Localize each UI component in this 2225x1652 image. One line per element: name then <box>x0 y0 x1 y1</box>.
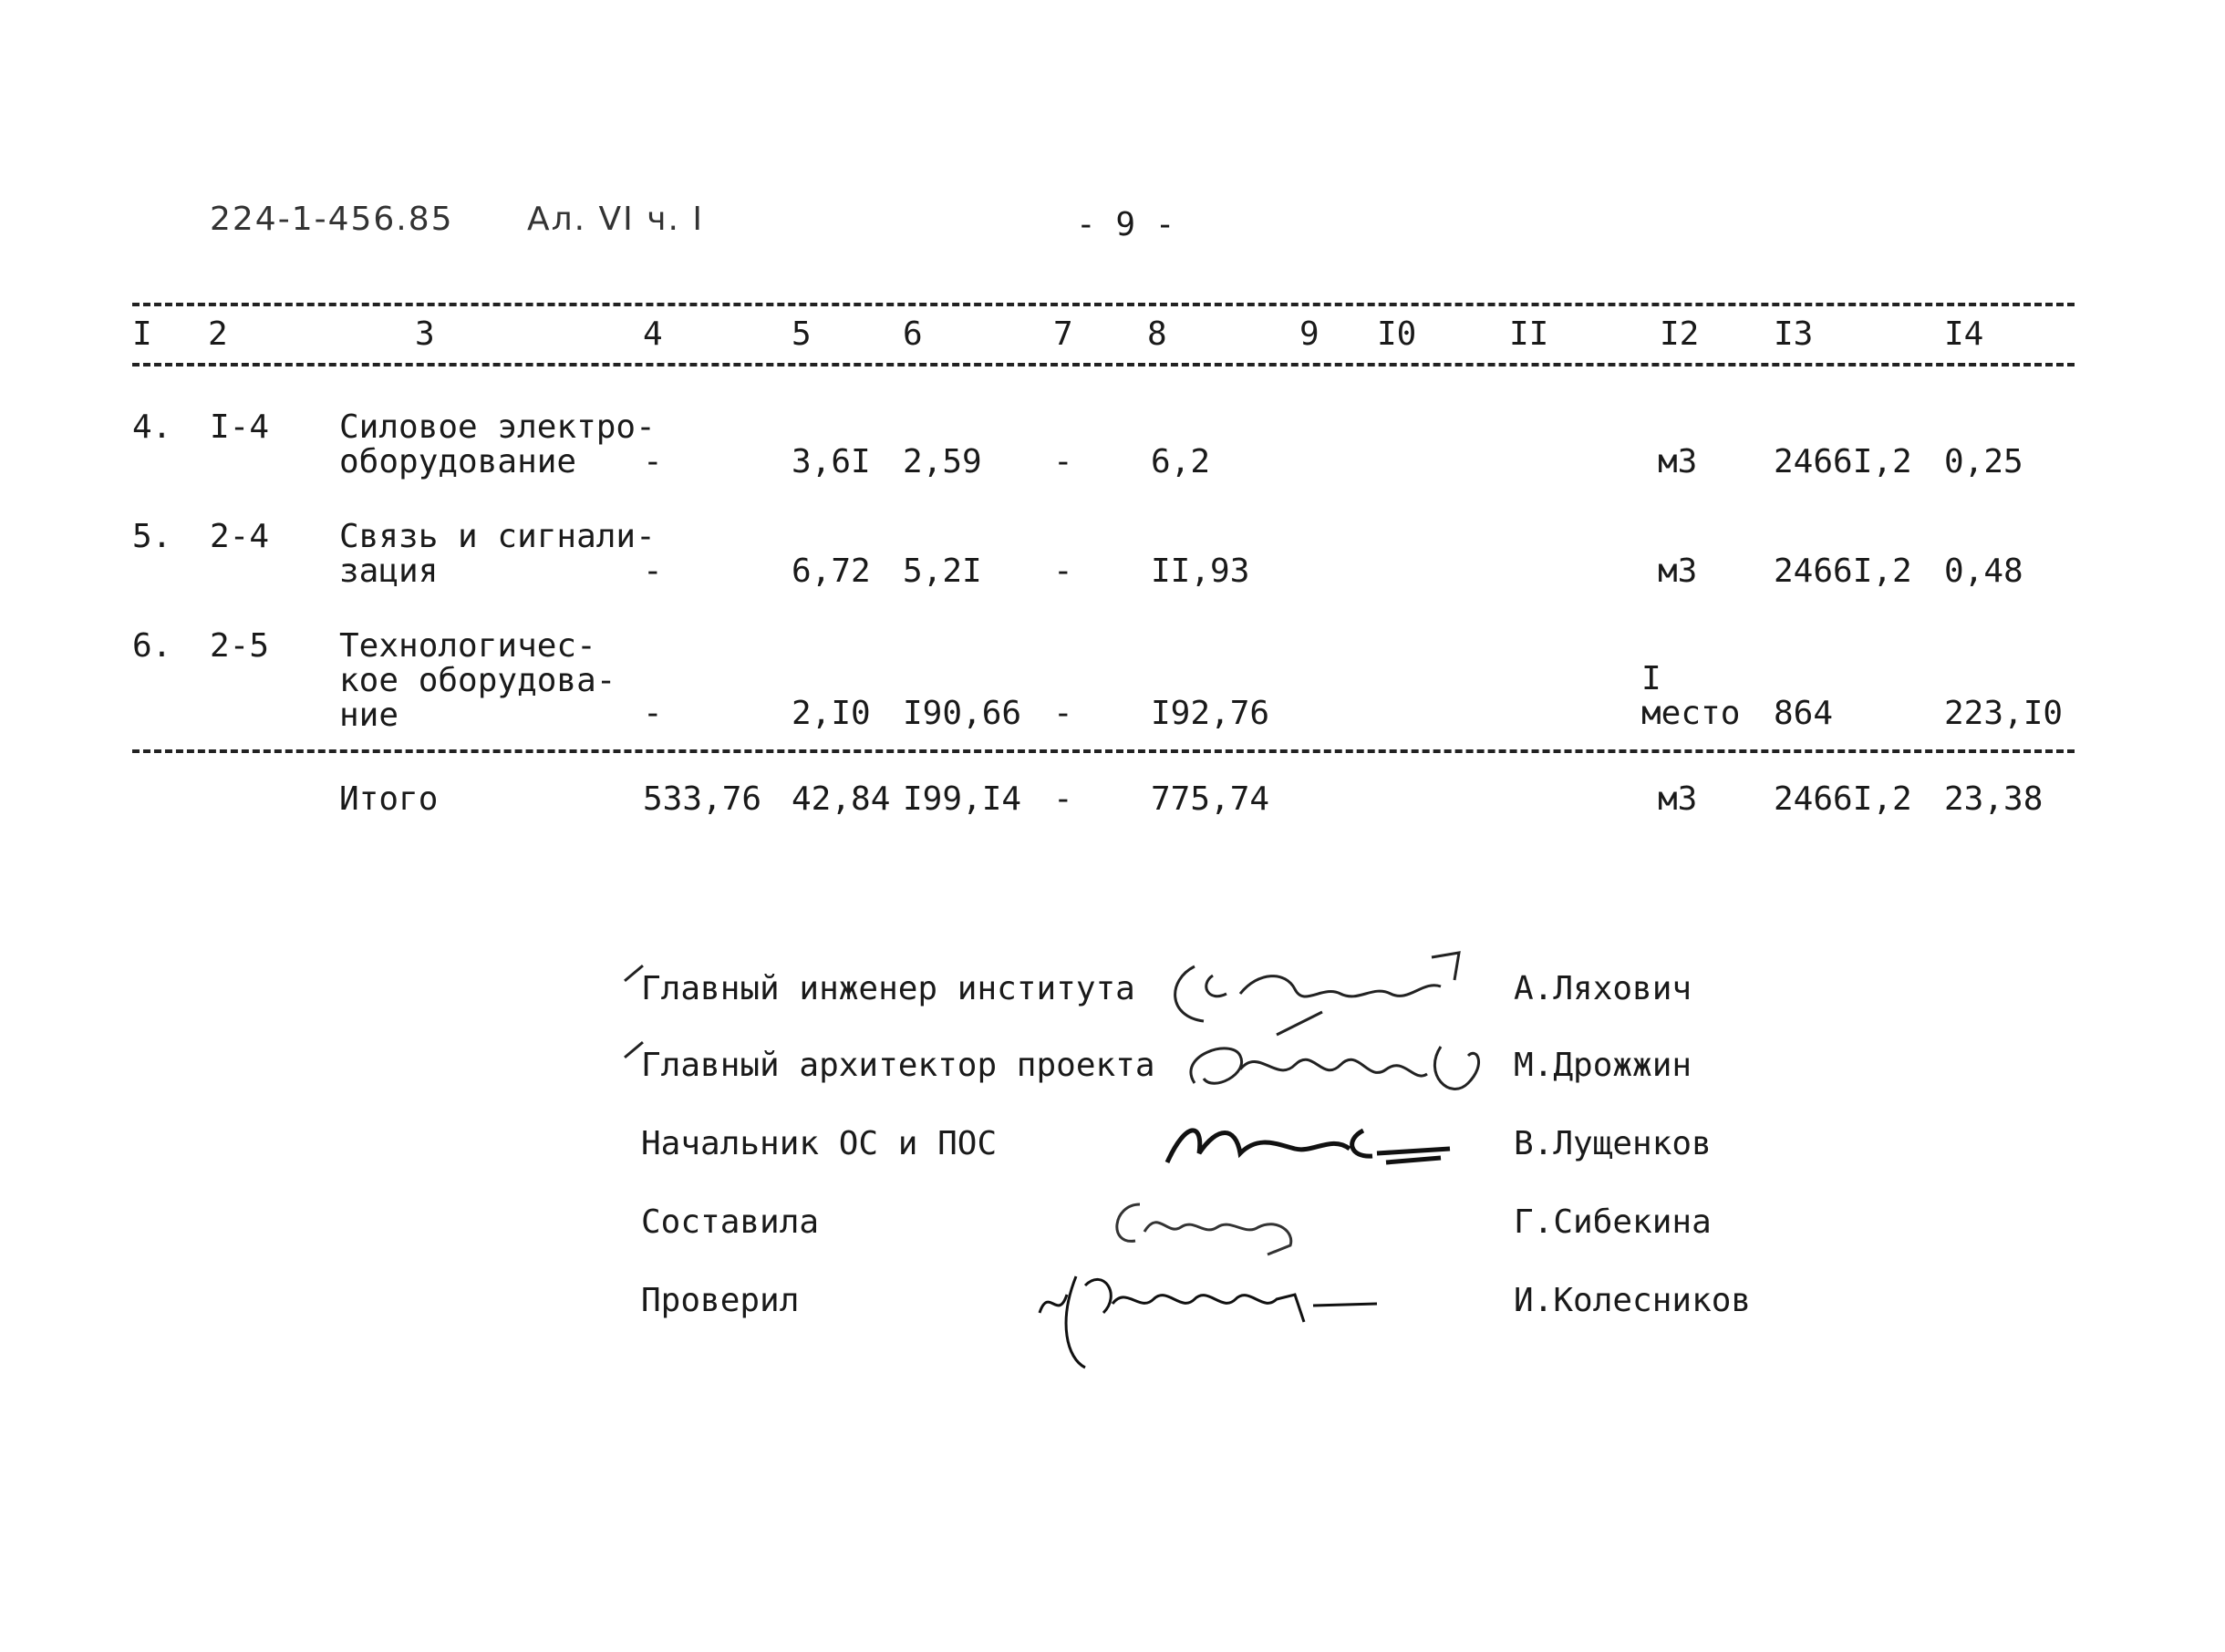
total-col4: 533,76 <box>643 780 762 818</box>
signature-image <box>1021 1249 1386 1386</box>
cell-col14: 0,48 <box>1944 552 2023 590</box>
cell-col13: 2466I,2 <box>1774 443 1912 480</box>
signatory-name: В.Лущенков <box>1514 1125 1712 1162</box>
document-code: 224-1-456.85 <box>210 201 454 238</box>
cell-col14: 223,I0 <box>1944 695 2064 732</box>
album-reference: Ал. VI ч. I <box>527 201 704 238</box>
column-header: 8 <box>1147 315 1167 353</box>
column-header: 4 <box>643 315 663 353</box>
total-unit: м3 <box>1658 780 1698 818</box>
row-code: 2-4 <box>210 518 270 555</box>
signatory-name: А.Ляхович <box>1514 970 1692 1007</box>
column-header: I2 <box>1660 315 1700 353</box>
cell-col7: - <box>1053 552 1073 590</box>
total-col5: 42,84 <box>792 780 891 818</box>
cell-unit: I место <box>1641 660 1741 732</box>
cell-col5: 3,6I <box>792 443 871 480</box>
cell-col4: - <box>643 695 663 732</box>
row-number: 5. <box>132 518 172 555</box>
total-col14: 23,38 <box>1944 780 2044 818</box>
cell-col7: - <box>1053 695 1073 732</box>
signature-image <box>1149 1103 1477 1185</box>
column-header: I4 <box>1944 315 1984 353</box>
cell-col7: - <box>1053 443 1073 480</box>
signatory-name: М.Дрожжин <box>1514 1047 1692 1084</box>
cell-col6: 2,59 <box>903 443 982 480</box>
row-name: Технологичес- кое оборудова- ние <box>339 627 616 734</box>
cell-unit: м3 <box>1658 443 1698 480</box>
table-total-rule <box>132 749 2075 753</box>
signatory-role: Проверил <box>641 1282 800 1319</box>
cell-col5: 2,I0 <box>792 695 871 732</box>
cell-col8: 6,2 <box>1151 443 1211 480</box>
column-header: I <box>132 315 152 353</box>
total-col13: 2466I,2 <box>1774 780 1912 818</box>
cell-col14: 0,25 <box>1944 443 2023 480</box>
row-number: 4. <box>132 408 172 446</box>
total-col6: I99,I4 <box>903 780 1022 818</box>
signatory-role: Главный архитектор проекта <box>641 1047 1155 1084</box>
cell-unit: м3 <box>1658 552 1698 590</box>
cell-col6: I90,66 <box>903 695 1022 732</box>
signature-image <box>1176 1019 1505 1110</box>
signatory-role: Начальник ОС и ПОС <box>641 1125 998 1162</box>
column-header: 2 <box>208 315 228 353</box>
cell-col13: 2466I,2 <box>1774 552 1912 590</box>
cell-col4: - <box>643 552 663 590</box>
column-header: I0 <box>1377 315 1417 353</box>
row-code: 2-5 <box>210 627 270 665</box>
table-top-rule <box>132 303 2075 306</box>
signatory-role: Главный инженер института <box>641 970 1135 1007</box>
page-number: - 9 - <box>1076 206 1175 243</box>
row-code: I-4 <box>210 408 270 446</box>
signatory-role: Составила <box>641 1203 820 1241</box>
total-label: Итого <box>339 780 439 818</box>
total-col8: 775,74 <box>1151 780 1270 818</box>
cell-col5: 6,72 <box>792 552 871 590</box>
signatory-name: Г.Сибекина <box>1514 1203 1712 1241</box>
column-header: 6 <box>903 315 923 353</box>
cell-col13: 864 <box>1774 695 1834 732</box>
column-header: I3 <box>1774 315 1814 353</box>
column-header: 5 <box>792 315 812 353</box>
total-col7: - <box>1053 780 1073 818</box>
cell-col4: - <box>643 443 663 480</box>
column-header: 9 <box>1299 315 1319 353</box>
column-header: 3 <box>415 315 435 353</box>
cell-col6: 5,2I <box>903 552 982 590</box>
table-header-rule <box>132 363 2075 367</box>
column-header: II <box>1509 315 1549 353</box>
cell-col8: II,93 <box>1151 552 1250 590</box>
column-header: 7 <box>1053 315 1073 353</box>
row-number: 6. <box>132 627 172 665</box>
row-name: Силовое электро- оборудование <box>339 408 656 480</box>
signatory-name: И.Колесников <box>1514 1282 1752 1319</box>
cell-col8: I92,76 <box>1151 695 1270 732</box>
row-name: Связь и сигнали- зация <box>339 518 656 590</box>
